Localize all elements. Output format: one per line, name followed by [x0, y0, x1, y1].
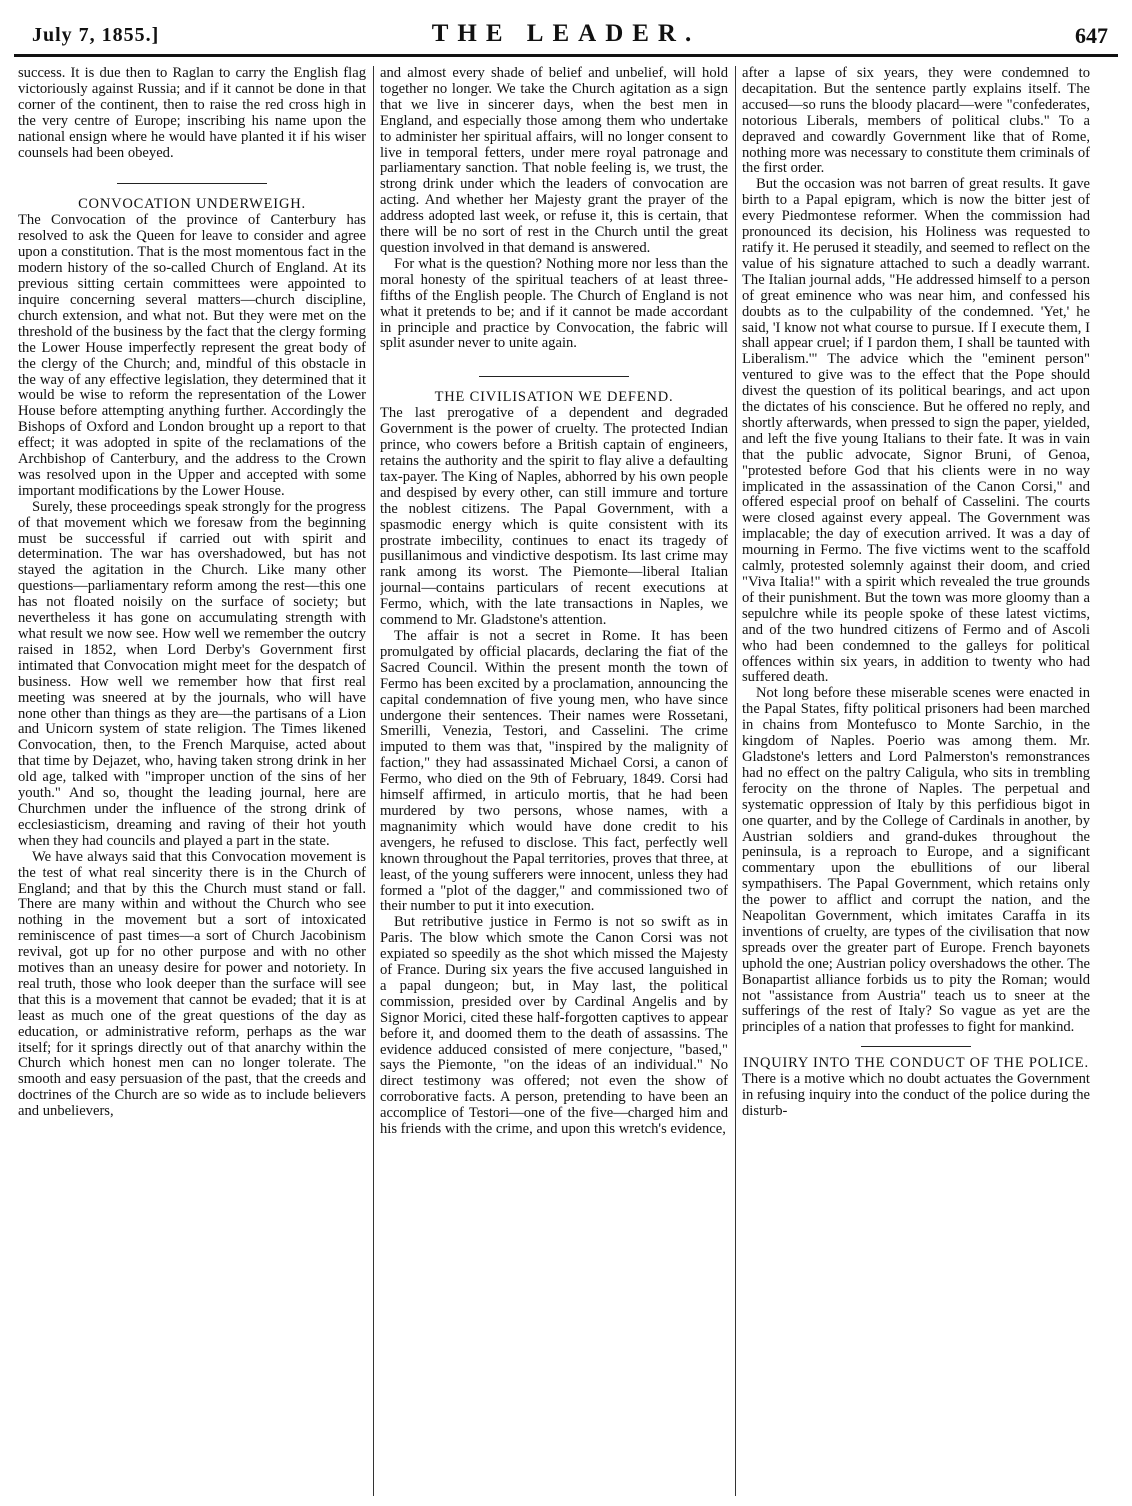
section-rule [479, 376, 629, 377]
column-2 [380, 66, 728, 1496]
newspaper-title: THE LEADER. [431, 20, 701, 47]
paragraph: success. It is due then to Raglan to carry the English flag victoriously against Russia; and if it cannot be done in that corner of the continent, then to raise the red cross high in the very centre of Europe; inscribing his name upon the national ensign where he would have planted it if his wiser counsels had been obeyed. [18, 66, 366, 161]
column-divider [735, 66, 736, 1496]
paragraph: Surely, these proceedings speak strongly for the progress of that movement which we foresaw from the beginning must be successful if carried out with spirit and determination. The war has overshadowed, but has not stayed the agitation in the Church. Like many other questions—parliamentary reform among the rest—this one has not floated noisily on the surface of society; but nevertheless it has gone on accumulating strength with what result we now see. How well we remember the outcry raised in 1852, when Lord Derby's Government first intimated that Convocation might meet for the despatch of business. How well we remember how that first real meeting was sneered at by the journals, who will have none other than things as they are—the partisans of a Lion and Unicorn system of state religion. The Times likened Convocation, then, to the French Marquise, acted about that time by Dejazet, who, having taken strong drink in her old age, talked with "improper unction of the sins of her youth." And so, thought the leading journal, here are Churchmen under the influence of the strong drink of ecclesiasticism, dreaming and raving of their hot youth when they had councils and played a part in the state. [18, 498, 366, 849]
paragraph: For what is the question? Nothing more nor less than the moral honesty of the spiritual teachers of at least three-fifths of the English people. The Church of England is not what it pretends to be; and if it cannot be made accordant in principle and practice by Convocation, the fabric will split asunder never to unite again. [380, 255, 728, 352]
paragraph: and almost every shade of belief and unbelief, will hold together no longer. We take the Church agitation as a sign that we live in sincerer days, when the best men in England, and especially those among them who undertake to administer her spiritual affairs, will no longer consent to live in temporal fetters, under mere royal patronage and parliamentary sanction. That noble feeling is, we trust, the strong drink under which the leaders of convocation are acting. And whether her Majesty grant the prayer of the address adopted last week, or refuse it, this is certain, that there will be no sort of rest in the Church until the great question involved in that demand is answered. [380, 66, 728, 256]
issue-date: July 7, 1855.] [32, 24, 160, 46]
column-divider [373, 66, 374, 1496]
page-number: 647 [1075, 23, 1108, 48]
section-rule [117, 183, 267, 184]
article-heading: CONVOCATION UNDERWEIGH. [78, 196, 306, 213]
paragraph: But retributive justice in Fermo is not so swift as in Paris. The blow which smote the Canon Corsi was not expiated so speedily as the shot which missed the Majesty of France. During six years the five accused languished in a papal dungeon; but, in May last, the political commission, presided over by Cardinal Angelis and by Signor Morici, cited these half-forgotten captives to appear before it, and doomed them to the death of assassins. The evidence adduced consisted of mere conjecture, "based," says the Piemonte, "on the ideas of an individual." No direct testimony was offered; not even the show of corroborative facts. A person, pretending to have been an accomplice of Testori—one of the five—charged him and his friends with the crime, and upon this wretch's evidence, [380, 914, 728, 1138]
paragraph: The affair is not a secret in Rome. It has been promulgated by official placards, declaring the fiat of the Sacred Council. Within the present month the town of Fermo has been excited by a proclamation, announcing the capital condemnation of five young men, who have since undergone their sentences. Their names were Rossetani, Smerilli, Venezia, Testori, and Casselini. The crime imputed to them was that, "inspired by the malignity of faction," they had assassinated Michael Corsi, a canon of Fermo, who died on the 9th of February, 1849. Corsi had himself affirmed, in articulo mortis, that he had been murdered by two persons, whose names, with a magnanimity which would have done credit to his avengers, he refused to disclose. This fact, perfectly well known throughout the Papal territories, proves that three, at least, of the young sufferers were innocent, unless they had formed a "plot of the dagger," and commissioned two of their number to put it into execution. [380, 628, 728, 915]
section-rule [861, 1046, 971, 1047]
column-3 [742, 66, 1090, 1496]
article-heading: INQUIRY INTO THE CONDUCT OF THE POLICE. [743, 1055, 1089, 1072]
paragraph: The last prerogative of a dependent and degraded Government is the power of cruelty. The protected Indian prince, who cowers before a British captain of engineers, retains the authority and the spirit to flay alive a defaulting tax-payer. The King of Naples, abhorred by his own people and despised by every other, can still immure and torture the noblest citizens. The Papal Government, with a spasmodic energy which is quite consistent with its prostrate imbecility, continues to enact its tragedy of pusillanimous and vindictive despotism. Its last crime may rank among its worst. The Piemonte—liberal Italian journal—contains particulars of recent executions at Fermo, which, with the late transactions in Naples, we commend to Mr. Gladstone's attention. [380, 405, 728, 629]
article-heading: THE CIVILISATION WE DEFEND. [434, 389, 674, 406]
masthead [14, 10, 1118, 57]
paragraph: after a lapse of six years, they were condemned to decapitation. But the sentence partly explains itself. The accused—so runs the bloody placard—were "confederates, notorious Liberals, members of political clubs." To a depraved and cowardly Government like that of Rome, nothing more was necessary to constitute them criminals of the first order. [742, 66, 1090, 177]
paragraph: But the occasion was not barren of great results. It gave birth to a Papal epigram, which is now the bitter jest of every Piedmontese reformer. When the commission had pronounced its decision, his Holiness was requested to ratify it. He perused it steadily, and seemed to reflect on the value of his signature attached to such a deadly warrant. The Italian journal adds, "He addressed himself to a person of great eminence who was near him, and confessed his doubts as to the culpability of the condemned. 'Yet,' he said, 'I know not what course to pursue. If I execute them, I shall appear cruel; if I pardon them, I shall be taunted with Liberalism.'" The advice which the "eminent person" ventured to give was to the effect that the Pope should divest the question of its political bearings, and act upon the dictates of his conscience. But he offered no reply, and shortly afterwards, when pressed to sign the paper, yielded, and left the five young Italians to their fate. It was in vain that the public advocate, Signor Bruni, of Genoa, "protested before God that his clients were in no way implicated in the assassination of the Canon Corsi," and offered especial proof on behalf of Casselini. The courts were closed against every appeal. The Government was implacable; the day of execution arrived. It was a day of mourning in Fermo. The five victims went to the scaffold calmly, protested solemnly against their doom, and cried "Viva Italia!" with a spirit which revealed the true grounds of their punishment. But the town was more gloomy than a sepulchre while its people spoke of these latest victims, and of the two hundred citizens of Fermo and of Ascoli who had been condemned to the galleys for political offences within six years, in addition to twenty who had suffered death. [742, 176, 1090, 686]
paragraph: The Convocation of the province of Canterbury has resolved to ask the Queen for leave to consider and agree upon a constitution. That is the most momentous fact in the modern history of the so-called Church of England. At its previous sitting certain committees were appointed to inquire concerning several matters—church discipline, church extension, and what not. But they were met on the threshold of the business by the fact that the clergy forming the Lower House imperfectly represent the great body of the clergy of the Church; and, mindful of this obstacle in the way of any effective legislation, they determined that it would be wise to reform the representation of the Lower House before attempting anything further. Accordingly the Bishops of Oxford and London brought up a report to that effect; it was adopted in spite of the reclamations of the Archbishop of Canterbury, and the address to the Crown was resolved upon in the Upper and accepted with some important modifications by the Lower House. [18, 212, 366, 499]
column-1 [18, 66, 366, 1496]
paragraph: There is a motive which no doubt actuates the Government in refusing inquiry into the conduct of the police during the disturb- [742, 1071, 1090, 1120]
paragraph: Not long before these miserable scenes were enacted in the Papal States, fifty political prisoners had been marched in chains from Montefusco to Monte Sarchio, in the kingdom of Naples. Poerio was among them. Mr. Gladstone's letters and Lord Palmerston's remonstrances had no effect on the paltry Caligula, who sits in trembling ferocity on the throne of Naples. The perpetual and systematic oppression of Italy by this perfidious bigot in one quarter, and by the College of Cardinals in another, by Austrian soldiers and grand-dukes throughout the peninsula, is a reproach to Europe, and a significant commentary upon the ebullitions of our liberal sympathisers. The Papal Government, which retains only the power to afflict and corrupt the nation, and the Neapolitan Government, which imitates Caraffa in its inventions of cruelty, are types of the civilisation that now spreads over the greater part of Europe. French bayonets uphold the one; Austrian policy overshadows the other. The Bonapartist alliance forbids us to pity the Roman; would not "assistance from Austria" teach us to sneer at the sufferings of the rest of Italy? So vague as yet are the principles of a nation that professes to fight for mankind. [742, 685, 1090, 1036]
paragraph: We have always said that this Convocation movement is the test of what real sincerity there is in the Church of England; and that by this the Church must stand or fall. There are many within and without the Church who see nothing in the movement but a sort of intoxicated reminiscence of past times—a sort of Church Jacobinism revival, got up for no other purpose and with no other motives than an uneasy desire for power and notoriety. In real truth, those who look deeper than the surface will see that this is a movement that cannot be evaded; that it is at least as much one of the great questions of the day as education, or administrative reform, perhaps as the war itself; for it springs directly out of that anarchy within the Church which honest men can no longer tolerate. The smooth and easy persuasion of the past, that the creeds and doctrines of the Church are so wide as to include believers and unbelievers, [18, 848, 366, 1120]
